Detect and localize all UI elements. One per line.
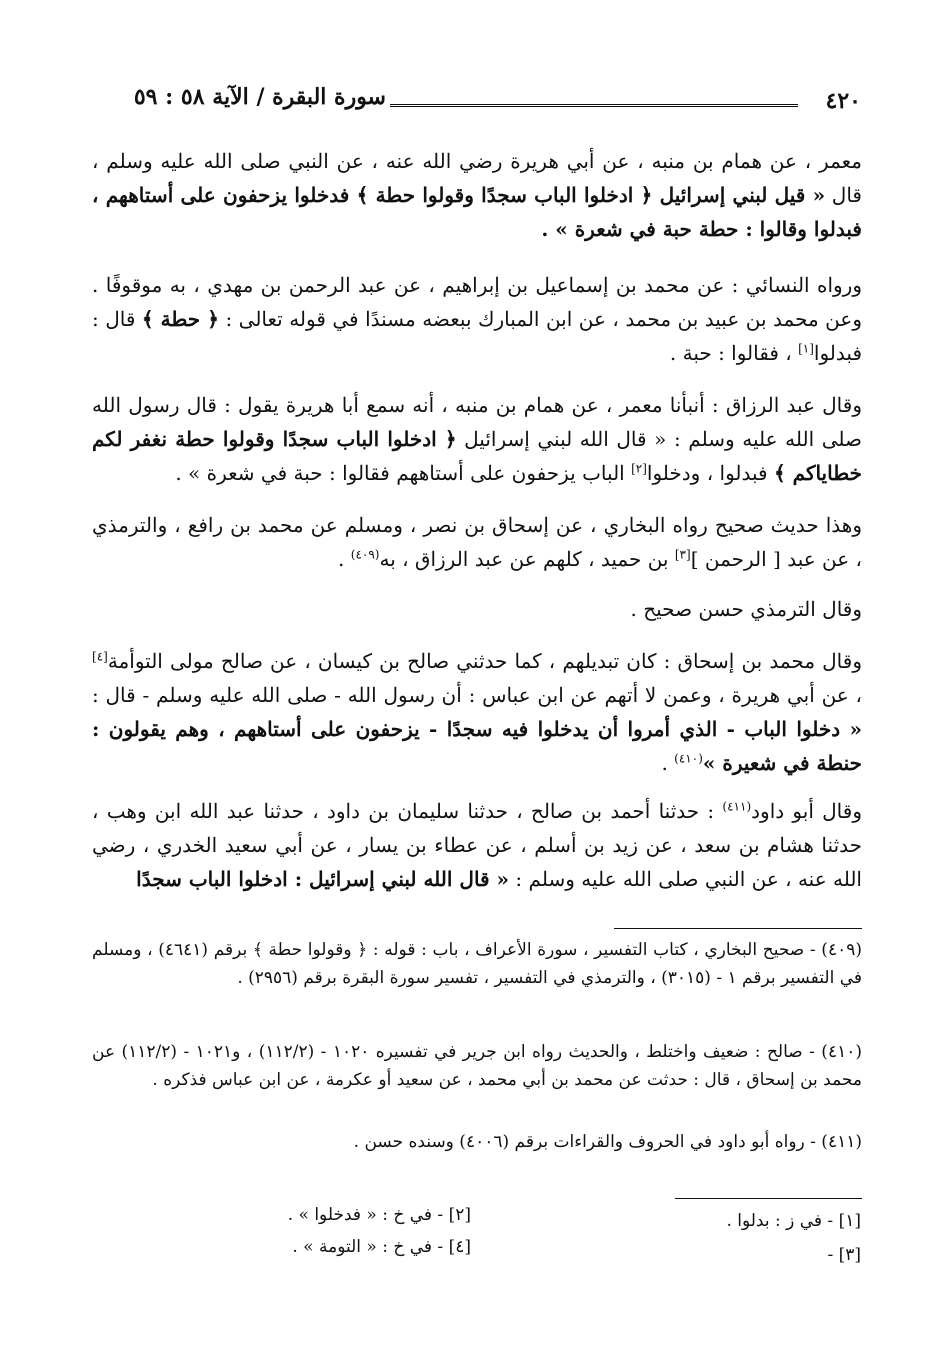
body-text: ، فقالوا : حبة . xyxy=(669,341,799,365)
body-text: : حدثنا أحمد بن صالح ، حدثنا سليمان بن داود ، حدثنا عبد الله ابن وهب ، حدثنا هشام بن سعد ، عن زيد بن أسلم ، عن عطاء بن يسار ، عن أبي سعيد الخدري ، رضي الله عنه ، عن النبي صلى الله عليه وسلم : xyxy=(92,799,862,891)
body-text: ورواه النسائي : عن محمد بن إسماعيل بن إبراهيم ، عن عبد الرحمن بن مهدي ، به موقوفًا . وعن محمد بن عبيد بن محمد ، عن ابن المبارك ببعضه مسندًا في قوله تعالى : xyxy=(92,273,862,331)
paragraph-1 xyxy=(92,144,862,246)
bold-quote-text: « قال الله لبني إسرائيل : ادخلوا الباب سجدًا xyxy=(136,867,510,891)
footnote-409: (٤٠٩) - صحيح البخاري ، كتاب التفسير ، سورة الأعراف ، باب : قوله : ﴿ وقولوا حطة ﴾ برقم (٤٦٤١) ، ومسلم في التفسير برقم ١ - (٣٠١٥) ، والترمذي في التفسير ، تفسير سورة البقرة برقم (٢٩٥٦) . xyxy=(92,940,862,988)
note-marker: [٤] xyxy=(92,649,108,664)
variant-note-4: [٤] - في خ : « التومة » . xyxy=(292,1237,471,1257)
variant-note-3: [٣] - xyxy=(827,1245,861,1265)
paragraph-6 xyxy=(92,644,862,780)
paragraph-2 xyxy=(92,268,862,370)
page-number: ٤٢٠ xyxy=(825,88,861,114)
paragraph-5 xyxy=(92,592,862,626)
body-text: معمر ، عن همام بن منبه ، عن أبي هريرة رضي الله عنه ، عن النبي صلى الله عليه وسلم ، قال xyxy=(92,149,862,207)
bold-quote-text: ﴿ حطة ﴾ xyxy=(141,307,219,331)
body-text: . xyxy=(338,547,351,571)
paragraph-7 xyxy=(92,794,862,896)
body-text: وقال أبو داود xyxy=(751,799,862,823)
note-marker: [٢] xyxy=(631,461,647,476)
body-text: ، عن أبي هريرة ، وعمن لا أتهم عن ابن عباس : أن رسول الله - صلى الله عليه وسلم - قال : xyxy=(92,683,862,707)
variants-rule xyxy=(675,1198,862,1199)
note-marker: (٤١١) xyxy=(722,799,752,814)
body-text: بن حميد ، كلهم عن عبد الرزاق ، به xyxy=(379,547,675,571)
variant-note-2: [٢] - في خ : « فدخلوا » . xyxy=(287,1205,471,1225)
body-text: وقال محمد بن إسحاق : كان تبديلهم ، كما حدثني صالح بن كيسان ، عن صالح مولى التوأمة xyxy=(107,649,862,673)
footnote-410: (٤١٠) - صالح : ضعيف واختلط ، والحديث رواه ابن جرير في تفسيره ١٠٢٠ - (١١٢/٢) ، و١٠٢١ - (١١٢/٢) عن محمد بن إسحاق ، قال : حدثت عن محمد بن أبي محمد ، عن سعيد أو عكرمة ، عن ابن عباس فذكره . xyxy=(92,1042,862,1090)
body-text: فبدلوا ، ودخلوا xyxy=(646,461,774,485)
footnote-rule xyxy=(614,928,862,929)
body-text: . xyxy=(661,751,675,775)
body-text: وهذا حديث صحيح رواه البخاري ، عن إسحاق بن نصر ، ومسلم عن محمد بن رافع ، والترمذي ، عن عبد [ الرحمن ] xyxy=(92,513,862,571)
variant-note-1: [١] - في ز : بدلوا . xyxy=(726,1211,861,1231)
bold-quote-text: « دخلوا الباب - الذي أمروا أن يدخلوا فيه سجدًا - يزحفون على أستاههم ، وهم يقولون : حنطة في شعيرة » xyxy=(92,717,862,775)
bold-quote-text: ﴿ ادخلوا الباب سجدًا وقولوا حطة نغفر لكم خطاياكم ﴾ xyxy=(92,427,862,485)
note-marker: (٤١٠) xyxy=(674,751,703,766)
paragraph-3 xyxy=(92,388,862,490)
body-text: وقال الترمذي حسن صحيح . xyxy=(630,597,862,621)
note-marker: (٤٠٩) xyxy=(350,547,380,562)
footnote-411: (٤١١) - رواه أبو داود في الحروف والقراءات برقم (٤٠٠٦) وسنده حسن . xyxy=(353,1132,862,1152)
body-text: وقال عبد الرزاق : أنبأنا معمر ، عن همام بن منبه ، أنه سمع أبا هريرة يقول : قال رسول الله صلى الله عليه وسلم : « قال الله لبني إسرائيل xyxy=(92,393,862,451)
body-text: قال : فبدلوا xyxy=(92,307,862,365)
body-text: الباب يزحفون على أستاههم فقالوا : حبة في شعرة » . xyxy=(175,461,632,485)
note-marker: [١] xyxy=(798,341,814,356)
note-marker: [٣] xyxy=(674,547,691,562)
bold-quote-text: « قيل لبني إسرائيل ﴿ ادخلوا الباب سجدًا وقولوا حطة ﴾ فدخلوا يزحفون على أستاههم ، فبدلوا وقالوا : حطة حبة في شعرة » . xyxy=(92,183,862,241)
header-rule xyxy=(390,104,798,107)
paragraph-4 xyxy=(92,508,862,576)
running-header-title: سورة البقرة / الآية ٥٨ : ٥٩ xyxy=(133,84,386,110)
